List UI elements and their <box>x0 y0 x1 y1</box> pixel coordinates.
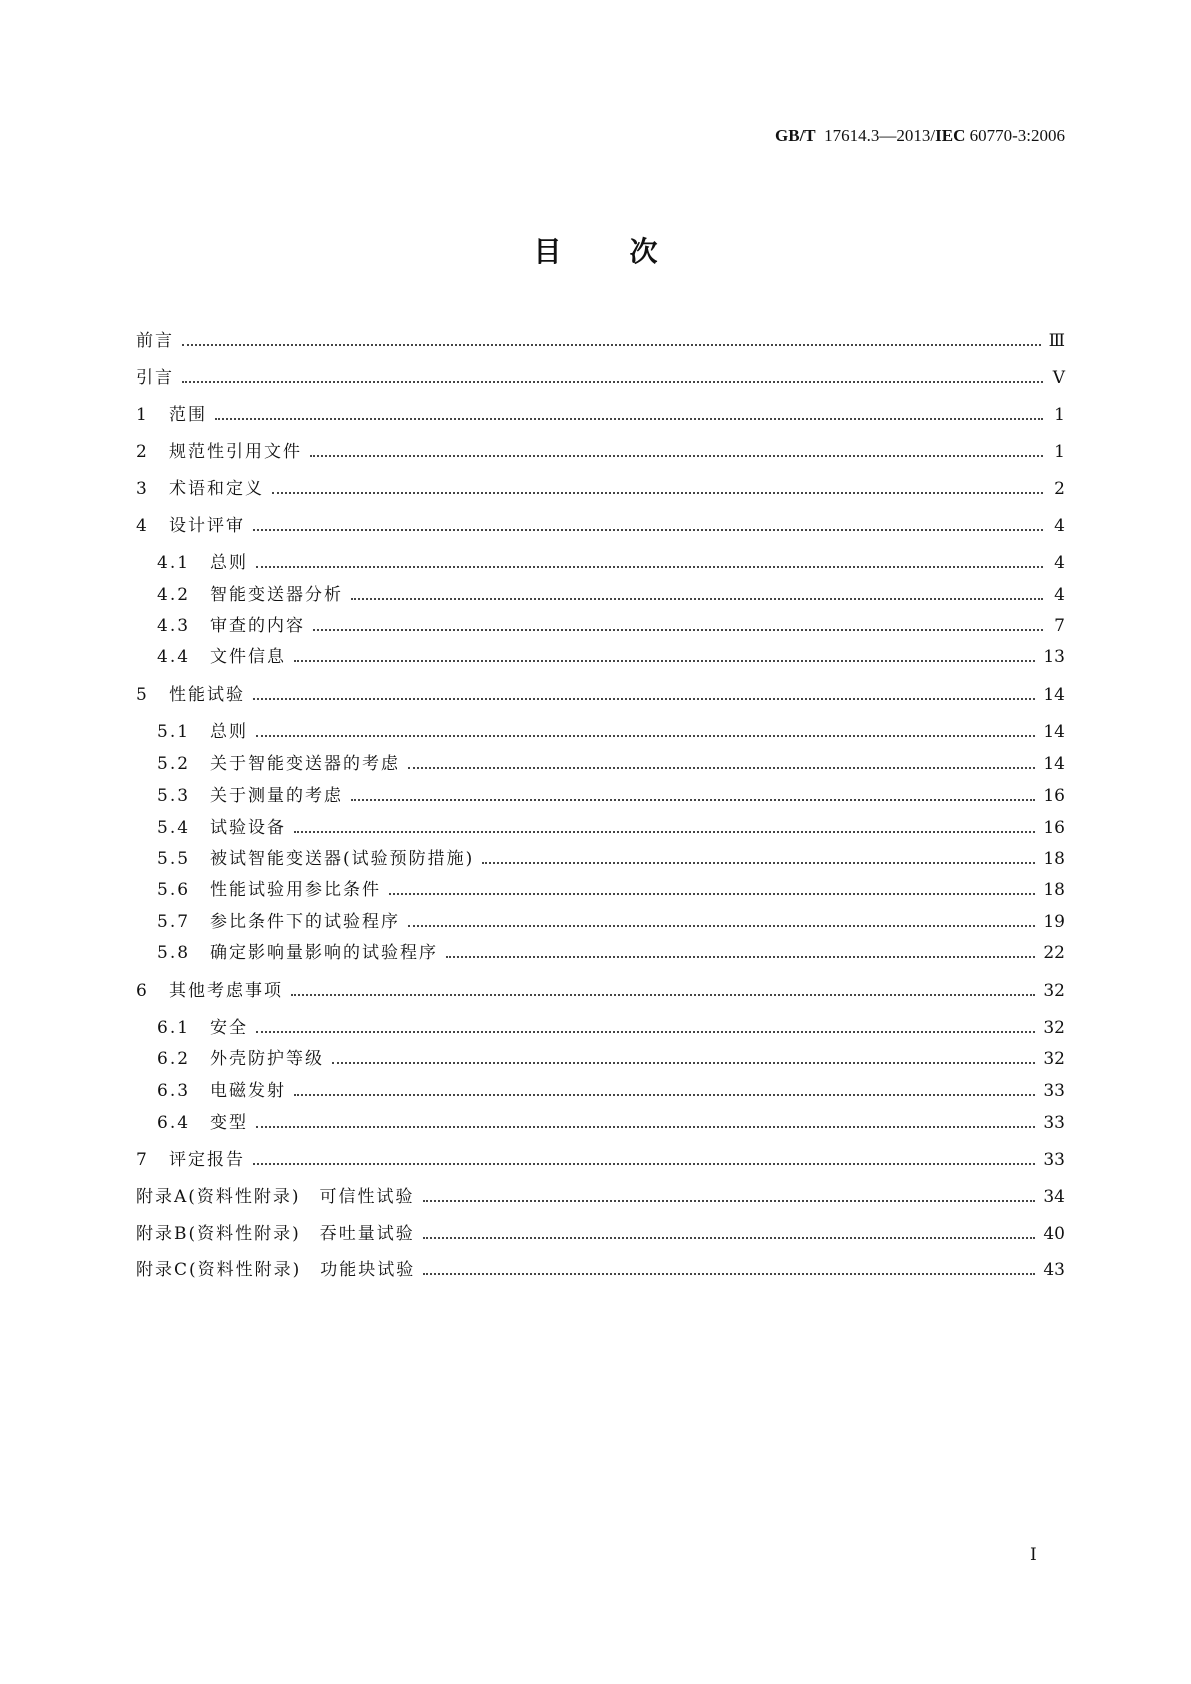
toc-entry-title: 智能变送器分析 <box>210 585 343 605</box>
toc-entry[interactable] <box>157 584 1065 606</box>
toc-entry[interactable] <box>157 721 1065 743</box>
dot-leader <box>351 598 1043 600</box>
toc-entry-page: 4 <box>1054 553 1065 573</box>
toc-entry-page: 16 <box>1043 786 1065 806</box>
toc-entry-page: 2 <box>1054 479 1065 499</box>
dot-leader <box>256 566 1043 568</box>
dot-leader <box>182 344 1041 346</box>
dot-leader <box>256 1126 1035 1128</box>
toc-entry-page: 32 <box>1043 981 1065 1001</box>
dot-leader <box>253 529 1043 531</box>
toc-entry-title: 变型 <box>210 1113 248 1133</box>
toc-entry-number: 4.3 <box>157 616 191 636</box>
toc-entry-title: 附录B(资料性附录) 吞吐量试验 <box>136 1224 415 1244</box>
toc-entry-title: 引言 <box>136 368 174 388</box>
toc-entry-number: 5.4 <box>157 818 191 838</box>
toc-entry-title: 范围 <box>169 405 207 425</box>
toc-entry-number: 5.7 <box>157 912 191 932</box>
toc-entry-page: 14 <box>1043 754 1065 774</box>
toc-entry-page: 14 <box>1043 722 1065 742</box>
toc-entry[interactable] <box>136 1223 1065 1245</box>
toc-entry[interactable] <box>136 980 1065 1002</box>
toc-entry-page: 18 <box>1043 849 1065 869</box>
toc-entry-title: 评定报告 <box>169 1150 245 1170</box>
toc-entry[interactable] <box>157 817 1065 839</box>
toc-entry-number: 7 <box>136 1150 149 1170</box>
toc-entry-number: 4 <box>136 516 149 536</box>
toc-entry-page: 40 <box>1043 1224 1065 1244</box>
toc-entry[interactable] <box>157 615 1065 637</box>
dot-leader <box>256 735 1035 737</box>
toc-entry-title: 性能试验用参比条件 <box>210 880 381 900</box>
toc-entry-number: 5.5 <box>157 849 191 869</box>
dot-leader <box>294 660 1035 662</box>
toc-entry-title: 术语和定义 <box>169 479 264 499</box>
toc-entry[interactable] <box>136 330 1065 352</box>
toc-entry-title: 确定影响量影响的试验程序 <box>210 943 438 963</box>
toc-entry[interactable] <box>157 1112 1065 1134</box>
toc-entry-title: 附录A(资料性附录) 可信性试验 <box>136 1187 415 1207</box>
toc-entry[interactable] <box>136 404 1065 426</box>
dot-leader <box>291 994 1035 996</box>
toc-entry-title: 被试智能变送器(试验预防措施) <box>210 849 475 869</box>
toc-entry[interactable] <box>157 785 1065 807</box>
page-number: I <box>1030 1545 1037 1565</box>
standard-number: 17614.3—2013/ <box>824 126 936 145</box>
toc-entry-title: 规范性引用文件 <box>169 442 302 462</box>
toc-entry-title: 安全 <box>210 1018 248 1038</box>
toc-entry[interactable] <box>136 515 1065 537</box>
toc-entry-number: 6 <box>136 981 149 1001</box>
toc-entry[interactable] <box>136 478 1065 500</box>
dot-leader <box>272 492 1043 494</box>
dot-leader <box>253 698 1035 700</box>
toc-entry-page: 7 <box>1054 616 1065 636</box>
dot-leader <box>351 799 1035 801</box>
toc-entry[interactable] <box>157 646 1065 668</box>
toc-entry-page: 33 <box>1043 1113 1065 1133</box>
toc-entry[interactable] <box>136 367 1065 389</box>
toc-entry-page: Ⅴ <box>1052 368 1065 388</box>
toc-entry-number: 4.1 <box>157 553 191 573</box>
dot-leader <box>408 925 1035 927</box>
dot-leader <box>423 1273 1035 1275</box>
toc-entry-title: 文件信息 <box>210 647 286 667</box>
toc-entry-number: 5.3 <box>157 786 191 806</box>
toc-entry-page: 1 <box>1054 442 1065 462</box>
dot-leader <box>294 831 1035 833</box>
toc-entry-title: 前言 <box>136 331 174 351</box>
toc-entry-title: 参比条件下的试验程序 <box>210 912 400 932</box>
toc-entry[interactable] <box>157 1048 1065 1070</box>
toc-entry-title: 关于测量的考虑 <box>210 786 343 806</box>
toc-entry[interactable] <box>157 753 1065 775</box>
toc-entry[interactable] <box>136 1186 1065 1208</box>
toc-entry-title: 试验设备 <box>210 818 286 838</box>
toc-entry-page: 33 <box>1043 1081 1065 1101</box>
toc-entry-title: 性能试验 <box>169 685 245 705</box>
toc-entry-title: 附录C(资料性附录) 功能块试验 <box>136 1260 416 1280</box>
dot-leader <box>408 767 1035 769</box>
standard-header <box>775 126 1065 146</box>
toc-entry-number: 6.3 <box>157 1081 191 1101</box>
toc-entry-page: 32 <box>1043 1018 1065 1038</box>
toc-entry-page: 4 <box>1054 516 1065 536</box>
toc-entry[interactable] <box>157 942 1065 964</box>
toc-entry-number: 5.6 <box>157 880 191 900</box>
dot-leader <box>423 1200 1036 1202</box>
iec-number: 60770-3:2006 <box>969 126 1065 145</box>
dot-leader <box>310 455 1043 457</box>
toc-entry-page: 34 <box>1043 1187 1065 1207</box>
toc-entry[interactable] <box>157 1017 1065 1039</box>
toc-entry-page: 32 <box>1043 1049 1065 1069</box>
toc-entry[interactable] <box>136 1149 1065 1171</box>
toc-entry-page: 13 <box>1043 647 1065 667</box>
toc-entry-number: 4.4 <box>157 647 191 667</box>
toc-entry[interactable] <box>157 1080 1065 1102</box>
toc-entry-number: 5.8 <box>157 943 191 963</box>
dot-leader <box>423 1237 1036 1239</box>
toc-entry-title: 其他考虑事项 <box>169 981 283 1001</box>
toc-entry-page: 1 <box>1054 405 1065 425</box>
dot-leader <box>332 1062 1035 1064</box>
page-title: 目次 <box>533 235 726 268</box>
toc-entry-page: 18 <box>1043 880 1065 900</box>
dot-leader <box>482 862 1035 864</box>
toc-entry[interactable] <box>136 441 1065 463</box>
toc-entry-title: 关于智能变送器的考虑 <box>210 754 400 774</box>
toc-entry-number: 1 <box>136 405 149 425</box>
toc-entry-title: 电磁发射 <box>210 1081 286 1101</box>
dot-leader <box>215 418 1043 420</box>
toc-entry-title: 外壳防护等级 <box>210 1049 324 1069</box>
dot-leader <box>253 1163 1035 1165</box>
toc-entry[interactable] <box>157 552 1065 574</box>
toc-entry-page: 19 <box>1043 912 1065 932</box>
toc-entry[interactable] <box>157 911 1065 933</box>
toc-entry-number: 3 <box>136 479 149 499</box>
toc-entry-number: 6.2 <box>157 1049 191 1069</box>
toc-entry[interactable] <box>136 1259 1065 1281</box>
toc-entry-page: 16 <box>1043 818 1065 838</box>
toc-entry-page: 33 <box>1043 1150 1065 1170</box>
dot-leader <box>446 956 1035 958</box>
toc-entry-page: 14 <box>1043 685 1065 705</box>
toc-entry-number: 6.1 <box>157 1018 191 1038</box>
dot-leader <box>256 1031 1035 1033</box>
toc-entry-page: 22 <box>1043 943 1065 963</box>
dot-leader <box>389 893 1035 895</box>
toc-entry-page: Ⅲ <box>1048 331 1065 351</box>
dot-leader <box>182 381 1043 383</box>
toc-entry-number: 6.4 <box>157 1113 191 1133</box>
standard-prefix: GB/T <box>775 126 816 145</box>
toc-entry[interactable] <box>136 684 1065 706</box>
toc-entry[interactable] <box>157 879 1065 901</box>
toc-entry-number: 5.2 <box>157 754 191 774</box>
toc-entry-title: 设计评审 <box>169 516 245 536</box>
toc-entry[interactable] <box>157 848 1065 870</box>
toc-entry-title: 总则 <box>210 722 248 742</box>
toc-entry-number: 5.1 <box>157 722 191 742</box>
toc-entry-number: 4.2 <box>157 585 191 605</box>
dot-leader <box>294 1094 1035 1096</box>
iec-prefix: IEC <box>935 126 966 145</box>
toc-entry-title: 总则 <box>210 553 248 573</box>
toc-entry-page: 43 <box>1043 1260 1065 1280</box>
toc-entry-number: 5 <box>136 685 149 705</box>
toc-entry-number: 2 <box>136 442 149 462</box>
dot-leader <box>313 629 1043 631</box>
toc-entry-title: 审查的内容 <box>210 616 305 636</box>
toc-entry-page: 4 <box>1054 585 1065 605</box>
